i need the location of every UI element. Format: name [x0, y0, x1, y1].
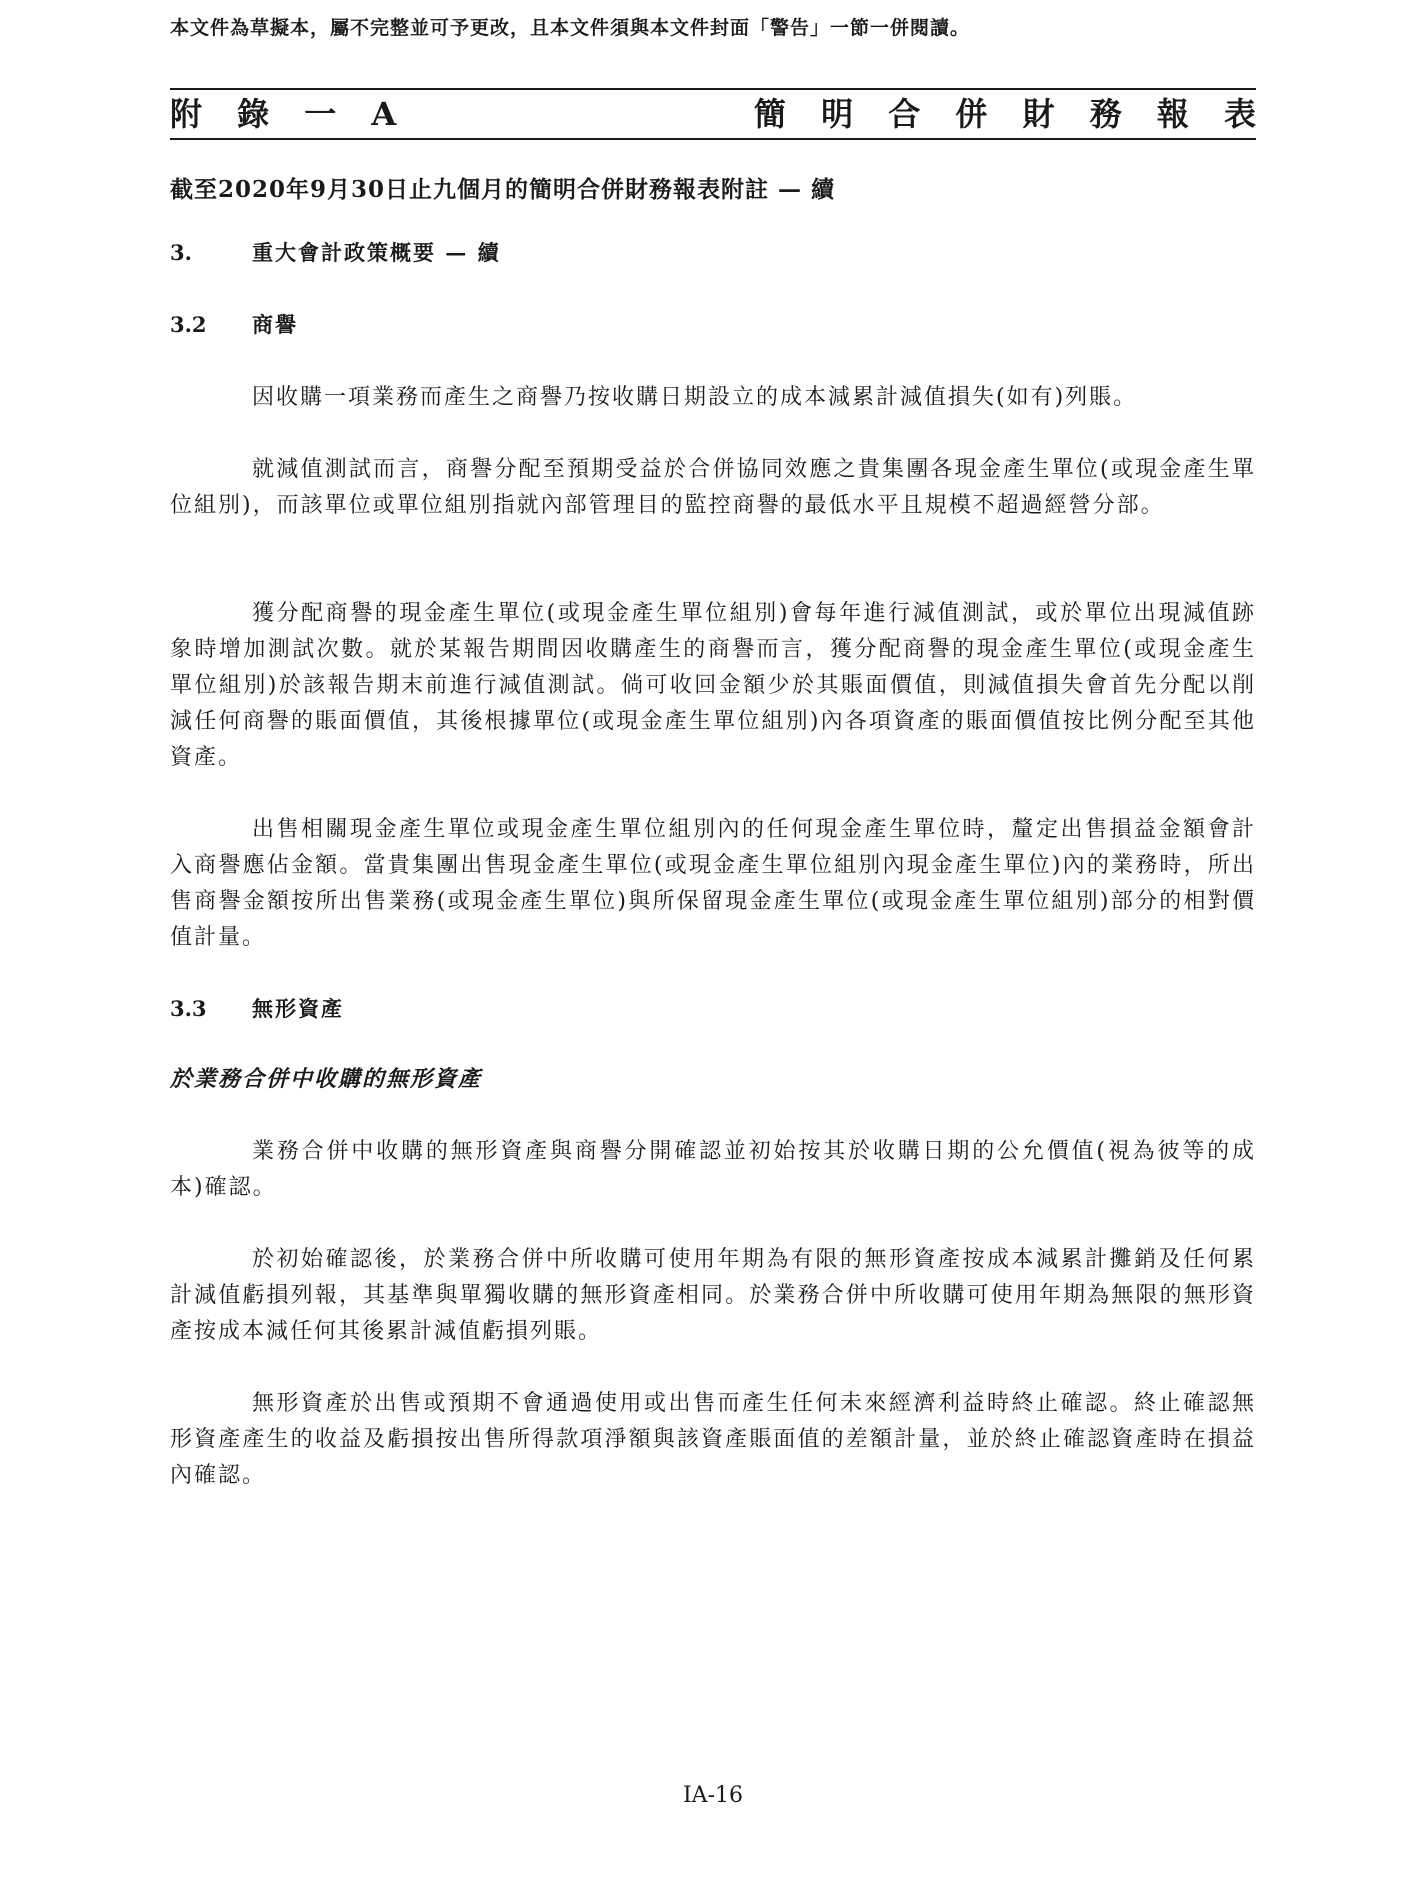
- draft-warning-banner: 本文件為草擬本，屬不完整並可予更改，且本文件須與本文件封面「警告」一節一併閱讀。: [170, 17, 971, 39]
- document-page: [170, 0, 1268, 1881]
- header-rule-bottom: [170, 138, 1256, 140]
- section-number: 3.2: [170, 312, 207, 337]
- intangible-paragraph-1: 業務合併中收購的無形資產與商譽分開確認並初始按其於收購日期的公允價值(視為彼等的成本)確認。: [170, 1139, 1256, 1200]
- intangible-assets-subheading: 於業務合併中收購的無形資產: [170, 1066, 483, 1092]
- goodwill-paragraph-4: 出售相關現金產生單位或現金產生單位組別內的任何現金產生單位時，釐定出售損益金額會計入商譽應佔金額。當貴集團出售現金產生單位(或現金產生單位組別內現金產生單位)內的業務時，所出售商譽金額按所出售業務(或現金產生單位)與所保留現金產生單位(或現金產生單位組別)部分的相對價值計量。: [170, 817, 1256, 950]
- section-number: 3.3: [170, 996, 207, 1021]
- page-number: IA-16: [682, 1783, 743, 1808]
- section-3-3-heading: [170, 992, 344, 1026]
- section-title: 無形資產: [252, 996, 344, 1021]
- goodwill-paragraph-3: 獲分配商譽的現金產生單位(或現金產生單位組別)會每年進行減值測試，或於單位出現減值跡象時增加測試次數。就於某報告期間因收購產生的商譽而言，獲分配商譽的現金產生單位(或現金產生單位組別)於該報告期末前進行減值測試。倘可收回金額少於其賬面價值，則減值損失會首先分配以削減任何商譽的賬面價值，其後根據單位(或現金產生單位組別)內各項資產的賬面價值按比例分配至其他資產。: [170, 601, 1256, 770]
- statement-type-label: 簡 明 合 併 財 務 報 表: [754, 95, 1268, 133]
- notes-title: 截至2020年9月30日止九個月的簡明合併財務報表附註 — 續: [170, 176, 836, 203]
- header-rule-top: [170, 88, 1256, 90]
- section-3-heading: [170, 236, 501, 270]
- section-title: 商譽: [252, 312, 298, 337]
- intangible-paragraph-3: 無形資產於出售或預期不會通過使用或出售而產生任何未來經濟利益時終止確認。終止確認無形資產產生的收益及虧損按出售所得款項淨額與該資產賬面值的差額計量，並於終止確認資產時在損益內確認。: [170, 1391, 1256, 1488]
- intangible-paragraph-2: 於初始確認後，於業務合併中所收購可使用年期為有限的無形資產按成本減累計攤銷及任何累計減值虧損列報，其基準與單獨收購的無形資產相同。於業務合併中所收購可使用年期為無限的無形資產按成本減任何其後累計減值虧損列賬。: [170, 1247, 1256, 1344]
- section-number: 3.: [170, 240, 192, 265]
- section-title: 重大會計政策概要 — 續: [252, 240, 501, 265]
- goodwill-paragraph-1: 因收購一項業務而產生之商譽乃按收購日期設立的成本減累計減值損失(如有)列賬。: [252, 385, 1138, 410]
- section-3-2-heading: [170, 308, 298, 342]
- appendix-label: 附 錄 一 A: [170, 95, 409, 133]
- goodwill-paragraph-2: 就減值測試而言，商譽分配至預期受益於合併協同效應之貴集團各現金產生單位(或現金產生單位組別)，而該單位或單位組別指就內部管理目的監控商譽的最低水平且規模不超過經營分部。: [170, 457, 1256, 518]
